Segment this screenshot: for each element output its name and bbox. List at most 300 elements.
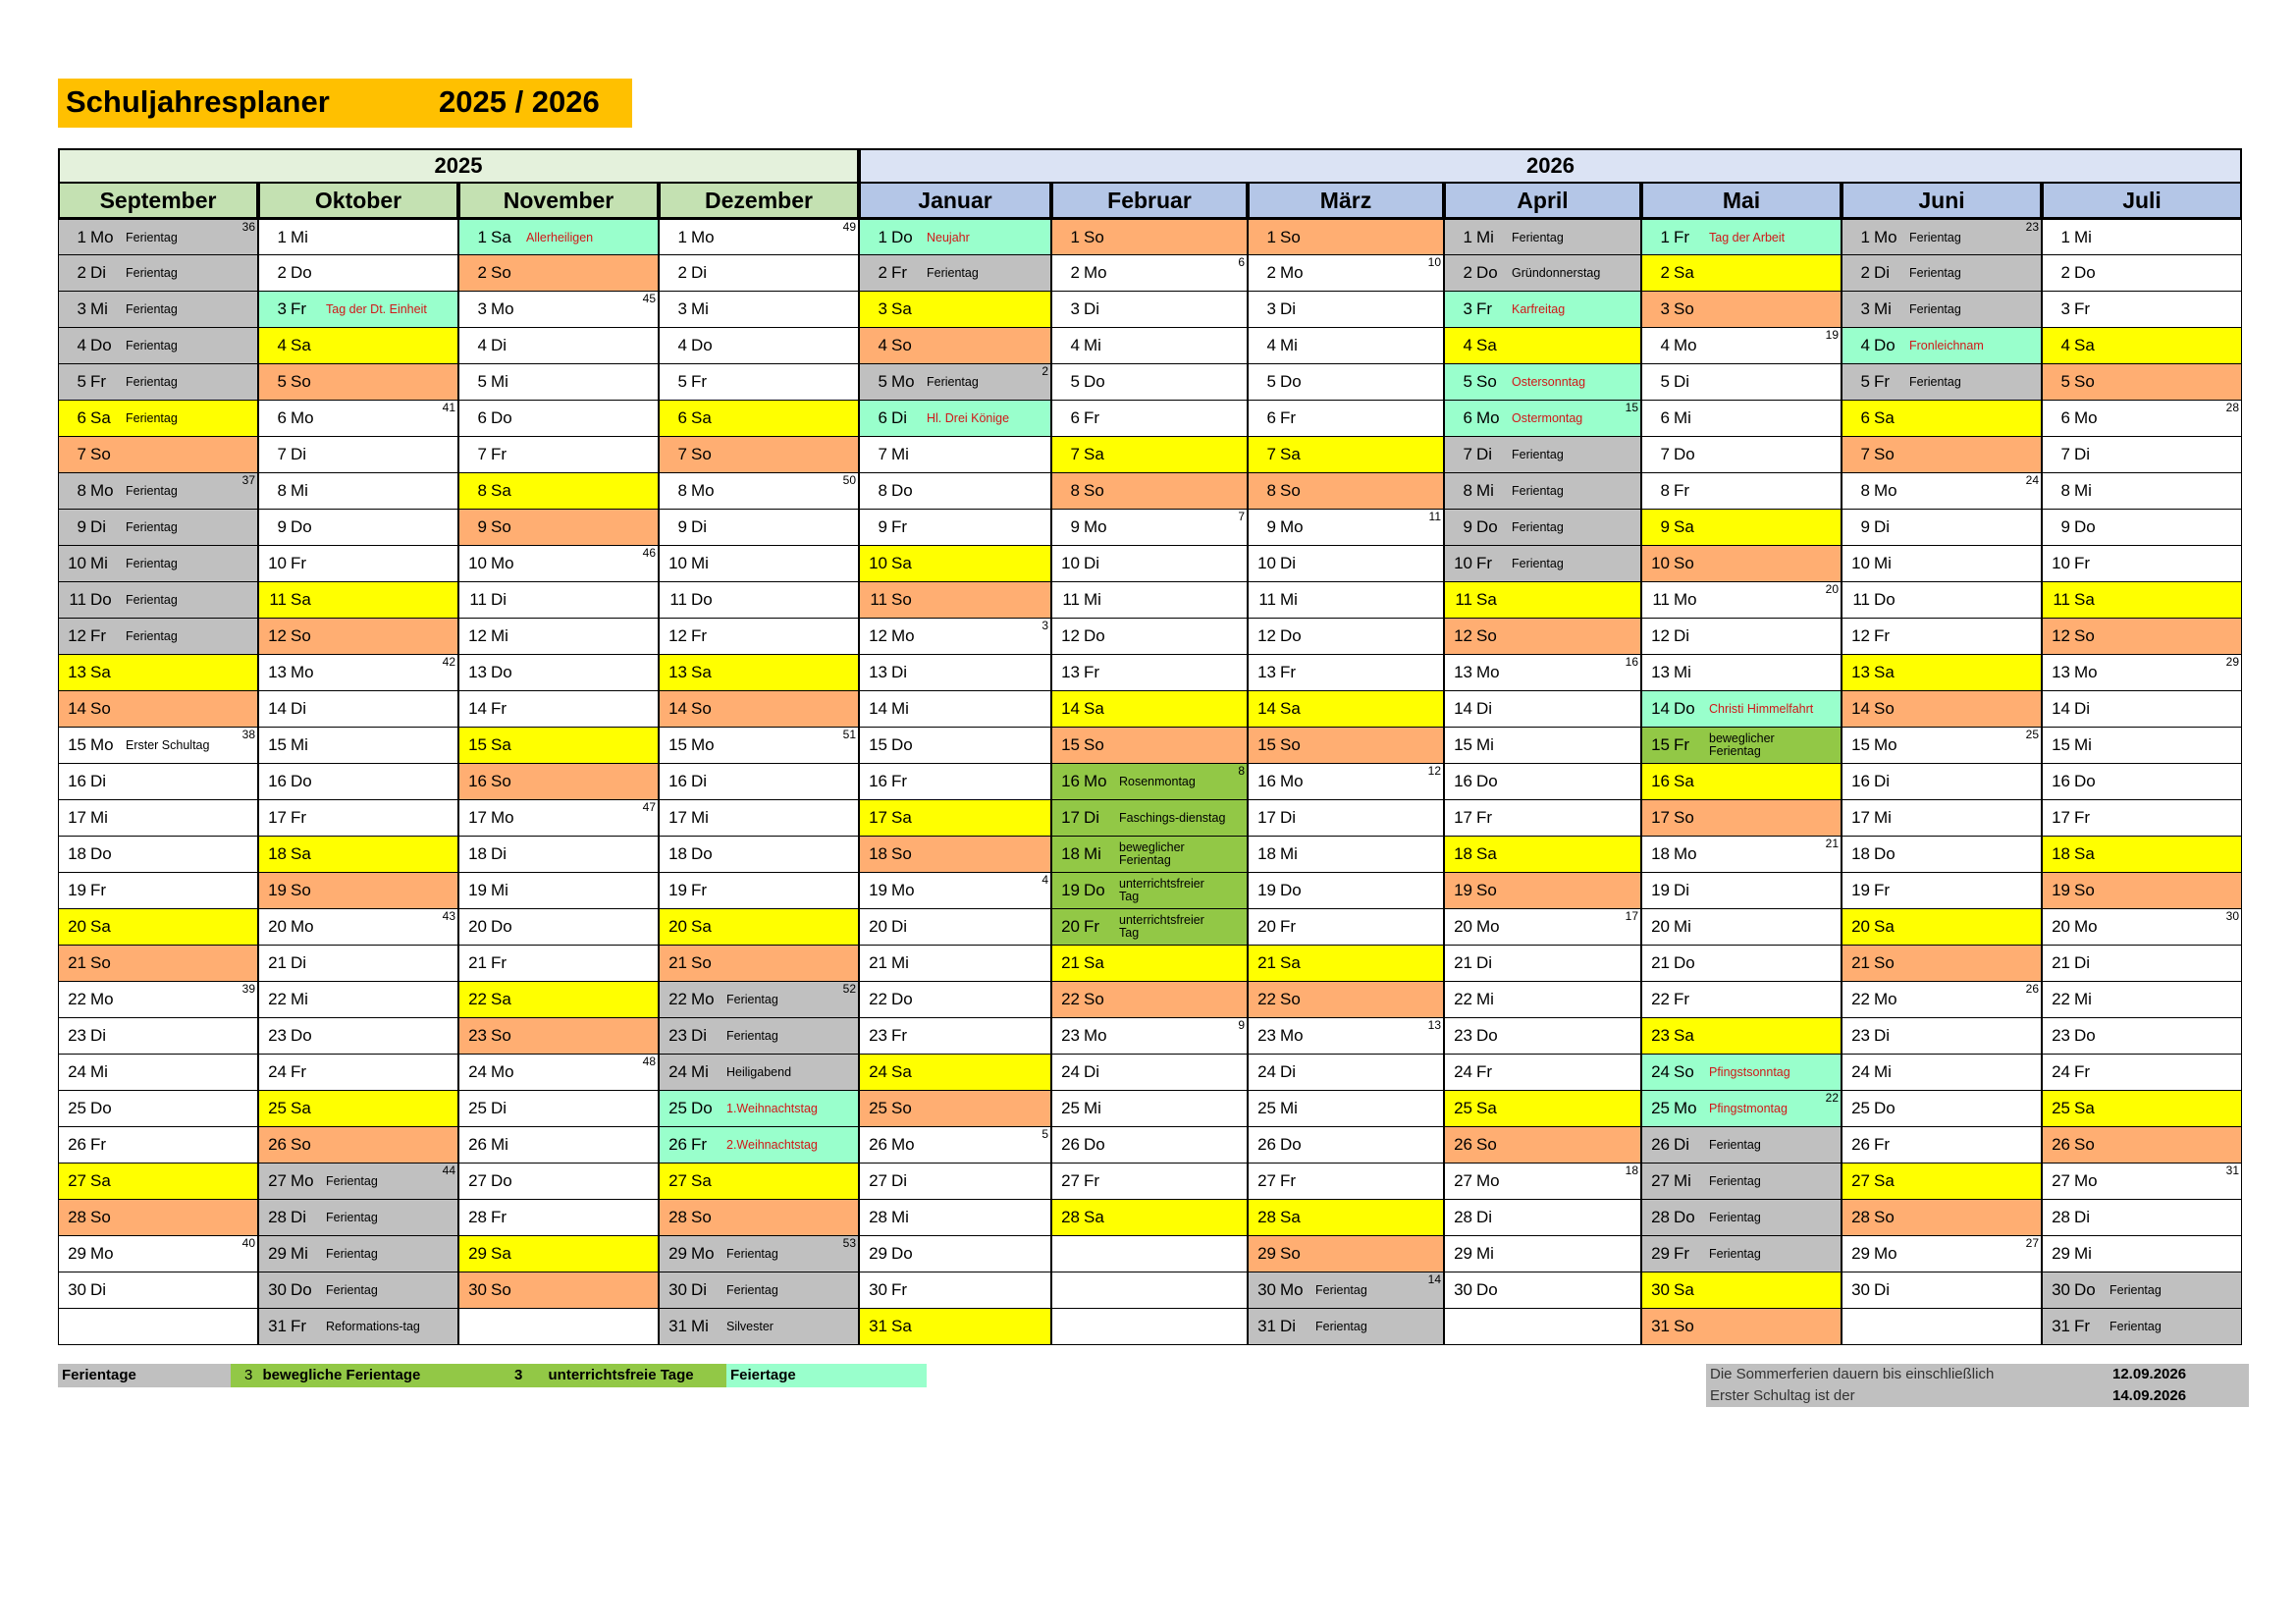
day-cell (1641, 655, 1842, 691)
day-cell (1641, 1091, 1842, 1127)
day-cell (659, 764, 859, 800)
weekday-label: Do (90, 336, 112, 354)
day-note: Ferientag (326, 1246, 378, 1261)
weekday-label: Do (1280, 881, 1302, 899)
weekday-label: So (491, 517, 511, 536)
week-number: 21 (1825, 837, 1839, 850)
day-number: 23 (668, 1026, 687, 1045)
day-number: 13 (68, 663, 86, 681)
day-number: 14 (1851, 699, 1870, 718)
day-cell (659, 328, 859, 364)
day-cell (1051, 1309, 1248, 1345)
day-number: 25 (1851, 1099, 1870, 1117)
day-cell (2042, 582, 2242, 619)
week-number: 42 (442, 655, 455, 669)
day-cell (659, 619, 859, 655)
day-number: 23 (1851, 1026, 1870, 1045)
day-cell (1444, 1018, 1641, 1055)
day-number: 28 (1454, 1208, 1472, 1226)
day-cell (58, 873, 258, 909)
day-cell (1641, 1200, 1842, 1236)
day-number: 29 (68, 1244, 86, 1263)
week-number: 5 (1041, 1127, 1048, 1141)
day-note: Ferientag (1512, 230, 1564, 244)
day-cell (58, 982, 258, 1018)
weekday-label: Do (691, 590, 713, 609)
day-cell (58, 691, 258, 728)
day-number: 22 (468, 990, 487, 1008)
weekday-label: Di (1674, 372, 1690, 391)
day-cell (1842, 1200, 2042, 1236)
weekday-label: Do (90, 590, 112, 609)
first-school-day-date: 14.09.2026 (2112, 1387, 2187, 1404)
day-number: 20 (468, 917, 487, 936)
day-cell (1842, 1236, 2042, 1272)
day-number: 28 (869, 1208, 887, 1226)
weekday-label: So (90, 953, 111, 972)
weekday-label: Do (1280, 626, 1302, 645)
day-cell (1248, 691, 1444, 728)
legend-bewegliche-count: 3 (244, 1367, 253, 1383)
weekday-label: Do (2074, 772, 2096, 790)
weekday-label: Sa (1476, 336, 1497, 354)
day-cell (859, 1164, 1051, 1200)
day-cell (2042, 655, 2242, 691)
day-cell (1248, 219, 1444, 255)
day-cell (1051, 510, 1248, 546)
weekday-label: Mi (491, 881, 508, 899)
day-cell (1248, 764, 1444, 800)
day-number: 23 (1651, 1026, 1670, 1045)
day-cell (458, 1018, 659, 1055)
day-cell (1248, 800, 1444, 837)
day-number: 11 (870, 590, 887, 609)
weekday-label: Mo (90, 735, 114, 754)
day-number: 13 (268, 663, 287, 681)
day-number: 14 (468, 699, 487, 718)
day-number: 15 (268, 735, 287, 754)
day-cell (659, 401, 859, 437)
day-cell (1444, 1272, 1641, 1309)
day-cell (1641, 1272, 1842, 1309)
week-number: 37 (241, 473, 255, 487)
day-number: 3 (1660, 299, 1670, 318)
weekday-label: Di (891, 1171, 908, 1190)
weekday-label: So (1874, 953, 1895, 972)
day-number: 4 (1266, 336, 1276, 354)
day-number: 7 (1860, 445, 1870, 463)
day-cell (2042, 1236, 2242, 1272)
day-cell (1248, 510, 1444, 546)
weekday-label: Di (2074, 1208, 2091, 1226)
month-header: September (58, 184, 258, 219)
day-cell (458, 510, 659, 546)
day-number: 7 (77, 445, 86, 463)
day-cell (58, 1055, 258, 1091)
day-cell (659, 1309, 859, 1345)
week-number: 53 (842, 1236, 856, 1250)
week-number: 8 (1238, 764, 1245, 778)
day-number: 29 (468, 1244, 487, 1263)
title-bar (58, 79, 632, 128)
weekday-label: Mo (491, 1062, 514, 1081)
day-number: 22 (869, 990, 887, 1008)
day-cell (859, 1272, 1051, 1309)
day-number: 29 (1257, 1244, 1276, 1263)
week-number: 43 (442, 909, 455, 923)
day-cell (1641, 546, 1842, 582)
weekday-label: Mo (291, 1171, 314, 1190)
day-cell (1641, 800, 1842, 837)
day-cell (1842, 655, 2042, 691)
day-note: Tag der Dt. Einheit (326, 301, 427, 316)
day-number: 30 (268, 1280, 287, 1299)
weekday-label: Di (691, 1026, 708, 1045)
day-number: 16 (869, 772, 887, 790)
month-header: Juli (2042, 184, 2242, 219)
day-cell (1248, 1200, 1444, 1236)
day-note: Ferientag (126, 628, 178, 643)
day-number: 18 (1651, 844, 1670, 863)
day-cell (1248, 728, 1444, 764)
day-number: 2 (2060, 263, 2070, 282)
week-number: 36 (241, 220, 255, 234)
day-number: 11 (1652, 590, 1670, 609)
day-cell (1248, 1164, 1444, 1200)
day-number: 23 (1257, 1026, 1276, 1045)
day-cell (1444, 1236, 1641, 1272)
day-cell (258, 219, 458, 255)
day-number: 11 (469, 590, 487, 609)
week-number: 9 (1238, 1018, 1245, 1032)
day-cell (1051, 1164, 1248, 1200)
week-number: 17 (1625, 909, 1638, 923)
day-number: 27 (1257, 1171, 1276, 1190)
weekday-label: Di (491, 844, 507, 863)
day-cell (1051, 437, 1248, 473)
day-cell (2042, 1164, 2242, 1200)
day-note: Ferientag (1909, 230, 1961, 244)
day-number: 22 (1651, 990, 1670, 1008)
legend-unterrichtsfrei-label: unterrichtsfreie Tage (548, 1367, 694, 1383)
day-number: 2 (477, 263, 487, 282)
day-number: 1 (1070, 228, 1080, 246)
day-cell (859, 1091, 1051, 1127)
weekday-label: Sa (90, 663, 111, 681)
day-number: 4 (477, 336, 487, 354)
day-number: 5 (2060, 372, 2070, 391)
weekday-label: So (2074, 372, 2095, 391)
day-cell (1248, 546, 1444, 582)
weekday-label: Mo (1874, 735, 1897, 754)
weekday-label: Mo (891, 372, 915, 391)
day-number: 12 (1651, 626, 1670, 645)
day-cell (659, 546, 859, 582)
weekday-label: Di (291, 445, 307, 463)
weekday-label: Sa (1674, 1280, 1694, 1299)
weekday-label: Do (491, 1171, 512, 1190)
day-number: 13 (668, 663, 687, 681)
day-cell (1842, 328, 2042, 364)
day-cell (1641, 728, 1842, 764)
weekday-label: Di (1084, 808, 1100, 827)
day-cell (1051, 1272, 1248, 1309)
day-note: Allerheiligen (526, 230, 594, 244)
day-number: 3 (277, 299, 287, 318)
weekday-label: Di (1084, 1062, 1100, 1081)
weekday-label: Mi (691, 808, 709, 827)
day-number: 6 (1266, 408, 1276, 427)
day-cell (1051, 982, 1248, 1018)
day-number: 27 (869, 1171, 887, 1190)
day-cell (1444, 255, 1641, 292)
week-number: 38 (241, 728, 255, 741)
day-cell (458, 655, 659, 691)
day-note: Hl. Drei Könige (927, 410, 1010, 425)
day-number: 25 (1257, 1099, 1276, 1117)
day-number: 21 (869, 953, 887, 972)
day-cell (859, 401, 1051, 437)
day-number: 21 (1257, 953, 1276, 972)
week-number: 4 (1041, 873, 1048, 887)
weekday-label: Mi (291, 228, 308, 246)
day-number: 3 (1860, 299, 1870, 318)
day-cell (1444, 873, 1641, 909)
day-cell (1842, 292, 2042, 328)
day-cell (2042, 219, 2242, 255)
day-cell (1641, 437, 1842, 473)
day-number: 5 (77, 372, 86, 391)
weekday-label: Sa (491, 481, 511, 500)
day-number: 19 (2052, 881, 2070, 899)
weekday-label: Fr (1476, 554, 1493, 572)
day-number: 24 (1257, 1062, 1276, 1081)
day-cell (58, 837, 258, 873)
day-cell (659, 292, 859, 328)
day-note: Ferientag (126, 374, 178, 389)
day-number: 19 (1257, 881, 1276, 899)
weekday-label: Fr (1874, 372, 1891, 391)
day-cell (258, 1164, 458, 1200)
day-number: 15 (1651, 735, 1670, 754)
day-number: 28 (268, 1208, 287, 1226)
day-number: 3 (677, 299, 687, 318)
day-cell (458, 582, 659, 619)
day-cell (1842, 582, 2042, 619)
weekday-label: Sa (1476, 590, 1497, 609)
weekday-label: Di (291, 699, 307, 718)
day-number: 13 (1851, 663, 1870, 681)
day-cell (58, 546, 258, 582)
day-number: 25 (668, 1099, 687, 1117)
day-cell (659, 800, 859, 837)
day-cell (258, 728, 458, 764)
day-cell (258, 292, 458, 328)
weekday-label: Fr (1280, 663, 1297, 681)
weekday-label: Fr (2074, 299, 2091, 318)
weekday-label: So (491, 263, 511, 282)
weekday-label: Do (1874, 1099, 1896, 1117)
day-cell (659, 946, 859, 982)
day-number: 30 (869, 1280, 887, 1299)
day-number: 1 (2060, 228, 2070, 246)
weekday-label: Mi (491, 1135, 508, 1154)
weekday-label: Mo (2074, 917, 2098, 936)
day-number: 24 (1061, 1062, 1080, 1081)
day-number: 23 (68, 1026, 86, 1045)
weekday-label: Sa (2074, 844, 2095, 863)
weekday-label: Do (691, 336, 713, 354)
weekday-label: Di (491, 336, 507, 354)
day-cell (1444, 1055, 1641, 1091)
day-number: 21 (468, 953, 487, 972)
day-number: 1 (1463, 228, 1472, 246)
day-number: 20 (1257, 917, 1276, 936)
day-note: Ferientag (1315, 1282, 1367, 1297)
week-number: 18 (1625, 1164, 1638, 1177)
day-cell (2042, 546, 2242, 582)
weekday-label: Do (1280, 372, 1302, 391)
day-number: 4 (1070, 336, 1080, 354)
day-cell (1641, 1164, 1842, 1200)
day-number: 5 (1860, 372, 1870, 391)
week-number: 7 (1238, 510, 1245, 523)
day-number: 15 (1061, 735, 1080, 754)
day-number: 10 (869, 554, 887, 572)
day-cell (1842, 1018, 2042, 1055)
weekday-label: Mi (1084, 844, 1101, 863)
day-number: 12 (1061, 626, 1080, 645)
day-cell (2042, 473, 2242, 510)
day-number: 19 (1851, 881, 1870, 899)
day-cell (1444, 800, 1641, 837)
weekday-label: Sa (1874, 408, 1895, 427)
weekday-label: So (1084, 735, 1104, 754)
weekday-label: Mi (491, 626, 508, 645)
weekday-label: Do (291, 1026, 312, 1045)
day-cell (1248, 473, 1444, 510)
day-number: 20 (668, 917, 687, 936)
day-number: 1 (477, 228, 487, 246)
day-cell (859, 837, 1051, 873)
day-cell (1842, 691, 2042, 728)
day-number: 14 (668, 699, 687, 718)
day-number: 20 (1454, 917, 1472, 936)
weekday-label: Di (1874, 1026, 1891, 1045)
day-cell (1248, 909, 1444, 946)
weekday-label: Sa (1874, 663, 1895, 681)
weekday-label: Fr (291, 1062, 307, 1081)
weekday-label: So (291, 1135, 311, 1154)
weekday-label: Do (1874, 844, 1896, 863)
day-cell (258, 255, 458, 292)
weekday-label: Fr (891, 517, 908, 536)
day-cell (1641, 764, 1842, 800)
day-cell (2042, 619, 2242, 655)
day-number: 18 (668, 844, 687, 863)
day-cell (1051, 909, 1248, 946)
weekday-label: Do (291, 1280, 312, 1299)
day-cell (1051, 691, 1248, 728)
day-cell (1444, 292, 1641, 328)
day-cell (458, 328, 659, 364)
day-note: Ferientag (126, 265, 178, 280)
day-note: Ostermontag (1512, 410, 1583, 425)
day-number: 11 (1455, 590, 1472, 609)
day-number: 16 (1257, 772, 1276, 790)
day-cell (458, 1272, 659, 1309)
day-number: 13 (468, 663, 487, 681)
day-note: Ferientag (1512, 556, 1564, 570)
day-cell (258, 655, 458, 691)
weekday-label: Sa (691, 663, 712, 681)
weekday-label: Di (691, 263, 708, 282)
day-number: 21 (1061, 953, 1080, 972)
day-note: Ferientag (126, 592, 178, 607)
day-number: 6 (1860, 408, 1870, 427)
weekday-label: Mi (1674, 663, 1691, 681)
weekday-label: Do (891, 481, 913, 500)
weekday-label: Do (90, 1099, 112, 1117)
day-cell (1842, 837, 2042, 873)
day-number: 1 (1660, 228, 1670, 246)
day-cell (258, 764, 458, 800)
day-cell (659, 1200, 859, 1236)
month-header: November (458, 184, 659, 219)
day-note: Ferientag (2109, 1319, 2162, 1333)
weekday-label: Mo (1874, 1244, 1897, 1263)
weekday-label: Do (1084, 626, 1105, 645)
day-number: 4 (1463, 336, 1472, 354)
day-cell (1641, 982, 1842, 1018)
week-number: 6 (1238, 255, 1245, 269)
weekday-label: Sa (2074, 336, 2095, 354)
weekday-label: Fr (90, 372, 107, 391)
day-cell (1842, 437, 2042, 473)
legend-unterrichtsfrei-count: 3 (514, 1367, 523, 1383)
day-number: 6 (77, 408, 86, 427)
day-cell (1641, 909, 1842, 946)
day-number: 2 (1266, 263, 1276, 282)
day-cell (458, 1236, 659, 1272)
day-cell (1842, 619, 2042, 655)
day-cell (458, 255, 659, 292)
weekday-label: Fr (691, 626, 708, 645)
day-note: Christi Himmelfahrt (1709, 701, 1814, 716)
day-note: Fronleichnam (1909, 338, 1984, 352)
day-cell (1248, 946, 1444, 982)
week-number: 14 (1427, 1272, 1441, 1286)
day-cell (1641, 219, 1842, 255)
day-cell (1051, 1055, 1248, 1091)
day-number: 17 (1257, 808, 1276, 827)
day-number: 16 (268, 772, 287, 790)
day-cell (58, 510, 258, 546)
day-cell (258, 1018, 458, 1055)
day-number: 3 (1463, 299, 1472, 318)
weekday-label: Do (1674, 699, 1695, 718)
weekday-label: Sa (291, 844, 311, 863)
week-number: 31 (2225, 1164, 2239, 1177)
legend-ferientage (58, 1364, 231, 1387)
weekday-label: Di (90, 1026, 107, 1045)
week-number: 19 (1825, 328, 1839, 342)
weekday-label: Fr (1674, 735, 1690, 754)
weekday-label: Mo (491, 554, 514, 572)
weekday-label: Mi (291, 990, 308, 1008)
day-cell (1248, 1127, 1444, 1164)
weekday-label: Di (491, 590, 507, 609)
